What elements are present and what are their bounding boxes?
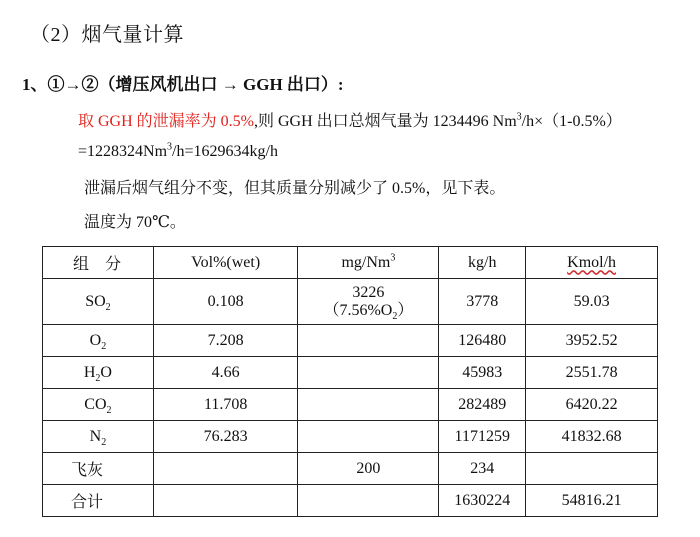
temperature-note: 温度为 70℃。: [84, 214, 186, 231]
row-mg: [298, 389, 439, 421]
row-component: $O_2$: [43, 325, 154, 357]
row-kmol: 2551.78: [526, 357, 658, 389]
table-row: [43, 357, 658, 389]
table-row: [43, 325, 658, 357]
row-kmol: 6420.22: [526, 389, 658, 421]
row-vol: 76.283: [153, 421, 298, 453]
row-kgh: 45983: [439, 357, 526, 389]
table-row: [43, 389, 658, 421]
row-kgh: 282489: [439, 389, 526, 421]
row-kmol: 54816.21: [526, 485, 658, 517]
leakage-formula-text: /h×（1-0.5%）: [521, 113, 622, 130]
row-kgh: 1171259: [439, 421, 526, 453]
unit-superscript: 3: [167, 141, 173, 153]
row-vol: 4.66: [153, 357, 298, 389]
row-mg: [298, 485, 439, 517]
table-row: [43, 279, 658, 325]
row-mg: [298, 325, 439, 357]
row-component: $SO_2$: [43, 279, 154, 325]
composition-note: 泄漏后烟气组分不变，但其质量分别减少了 0.5%，见下表。: [84, 180, 506, 197]
table-row: [43, 421, 658, 453]
row-vol: [153, 485, 298, 517]
row-kgh: 126480: [439, 325, 526, 357]
row-kmol: 3952.52: [526, 325, 658, 357]
row-component: 合计: [43, 485, 154, 517]
row-vol: 0.108: [153, 279, 298, 325]
header-kmol: Kmol/h: [526, 247, 658, 279]
row-kmol: [526, 453, 658, 485]
leakage-text-line2: [78, 143, 278, 161]
header-mg: mg/Nm$^3$: [298, 247, 439, 279]
row-component: 飞灰: [43, 453, 154, 485]
leakage-text-line1: [78, 108, 622, 131]
row-vol: [153, 453, 298, 485]
row-mg: [298, 357, 439, 389]
header-kgh: kg/h: [439, 247, 526, 279]
flue-gas-total-text: ,则 GGH 出口总烟气量为 1234496 Nm: [254, 113, 517, 130]
row-component: $N_2$: [43, 421, 154, 453]
row-mg: [298, 421, 439, 453]
result-mass: /h=1629634kg/h: [172, 143, 278, 160]
row-vol: 11.708: [153, 389, 298, 421]
row-vol: 7.208: [153, 325, 298, 357]
flue-gas-table: [42, 246, 658, 517]
table-header-row: [43, 247, 658, 279]
subsection-heading: 1、①→②（增压风机出口 → GGH 出口）:: [22, 75, 344, 94]
leakage-rate-highlight: 取 GGH 的泄漏率为 0.5%: [78, 113, 254, 130]
row-kgh: 3778: [439, 279, 526, 325]
row-mg: 200: [298, 453, 439, 485]
unit-superscript: 3: [516, 111, 522, 123]
row-kmol: 41832.68: [526, 421, 658, 453]
row-component: $CO_2$: [43, 389, 154, 421]
row-kgh: 1630224: [439, 485, 526, 517]
row-kgh: 234: [439, 453, 526, 485]
table-row: [43, 453, 658, 485]
result-volume: =1228324Nm: [78, 143, 168, 160]
row-kmol: 59.03: [526, 279, 658, 325]
table-row: [43, 485, 658, 517]
header-vol: Vol%(wet): [153, 247, 298, 279]
row-component: $H_2O$: [43, 357, 154, 389]
row-mg: 3226 $(7.56\%O_2)$: [298, 279, 439, 325]
header-component: 组 分: [43, 247, 154, 279]
section-heading: （2）烟气量计算: [30, 24, 184, 46]
